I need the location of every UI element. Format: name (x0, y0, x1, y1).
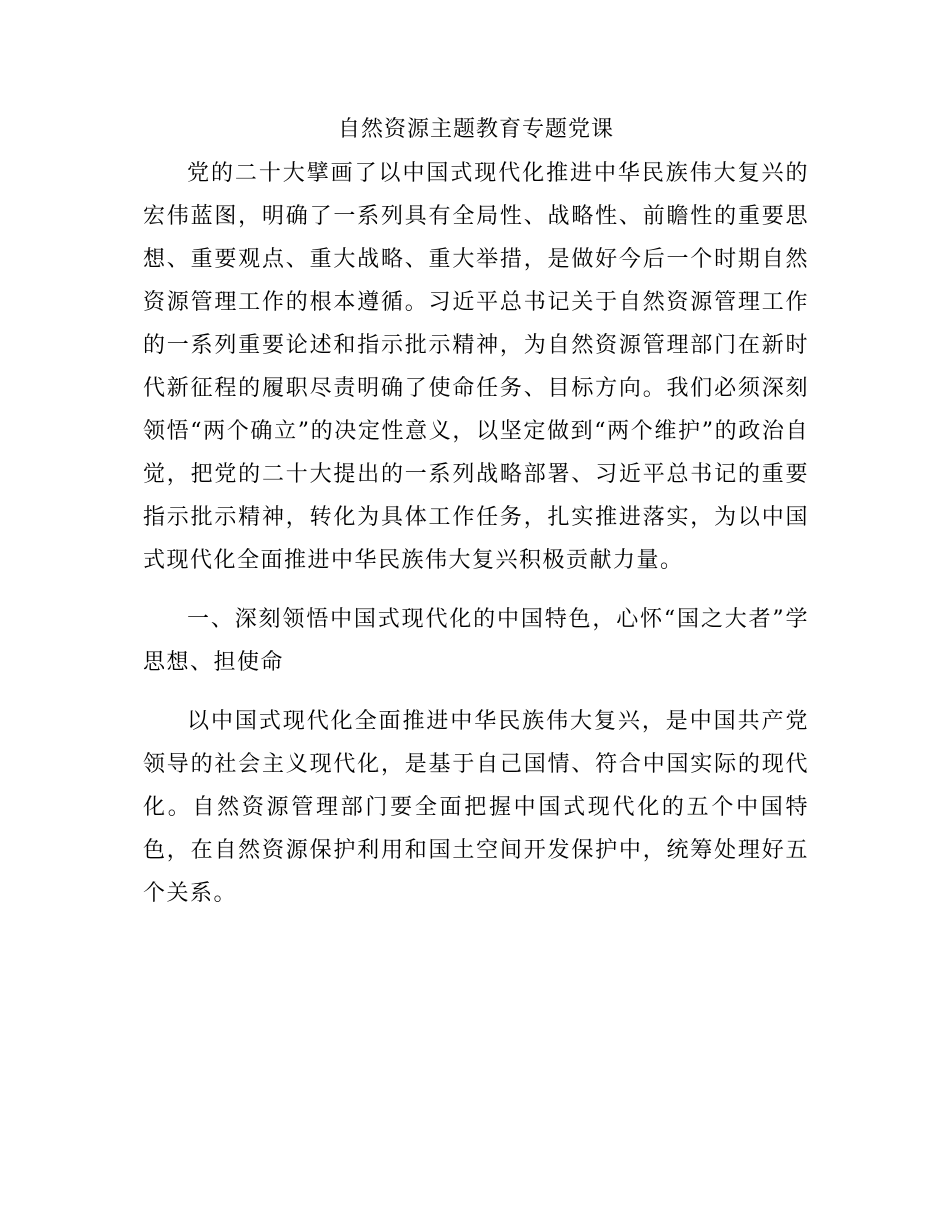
section-heading-1: 一、深刻领悟中国式现代化的中国特色，心怀“国之大者”学思想、担使命 (143, 607, 809, 675)
intro-paragraph: 党的二十大擘画了以中国式现代化推进中华民族伟大复兴的宏伟蓝图，明确了一系列具有全局性、战略性、前瞻性的重要思想、重要观点、重大战略、重大举措，是做好今后一个时期自然资源管理工作的根本遵循。习近平总书记关于自然资源管理工作的一系列重要论述和指示批示精神，为自然资源管理部门在新时代新征程的履职尽责明确了使命任务、目标方向。我们必须深刻领悟“两个确立”的决定性意义，以坚定做到“两个维护”的政治自觉，把党的二十大提出的一系列战略部署、习近平总书记的重要指示批示精神，转化为具体工作任务，扎实推进落实，为以中国式现代化全面推进中华民族伟大复兴积极贡献力量。 (143, 161, 809, 573)
document-body (143, 108, 809, 915)
section-1-paragraph: 以中国式现代化全面推进中华民族伟大复兴，是中国共产党领导的社会主义现代化，是基于自己国情、符合中国实际的现代化。自然资源管理部门要全面把握中国式现代化的五个中国特色，在自然资源保护利用和国土空间开发保护中，统筹处理好五个关系。 (143, 709, 809, 906)
document-title: 自然资源主题教育专题党课 (337, 117, 614, 142)
